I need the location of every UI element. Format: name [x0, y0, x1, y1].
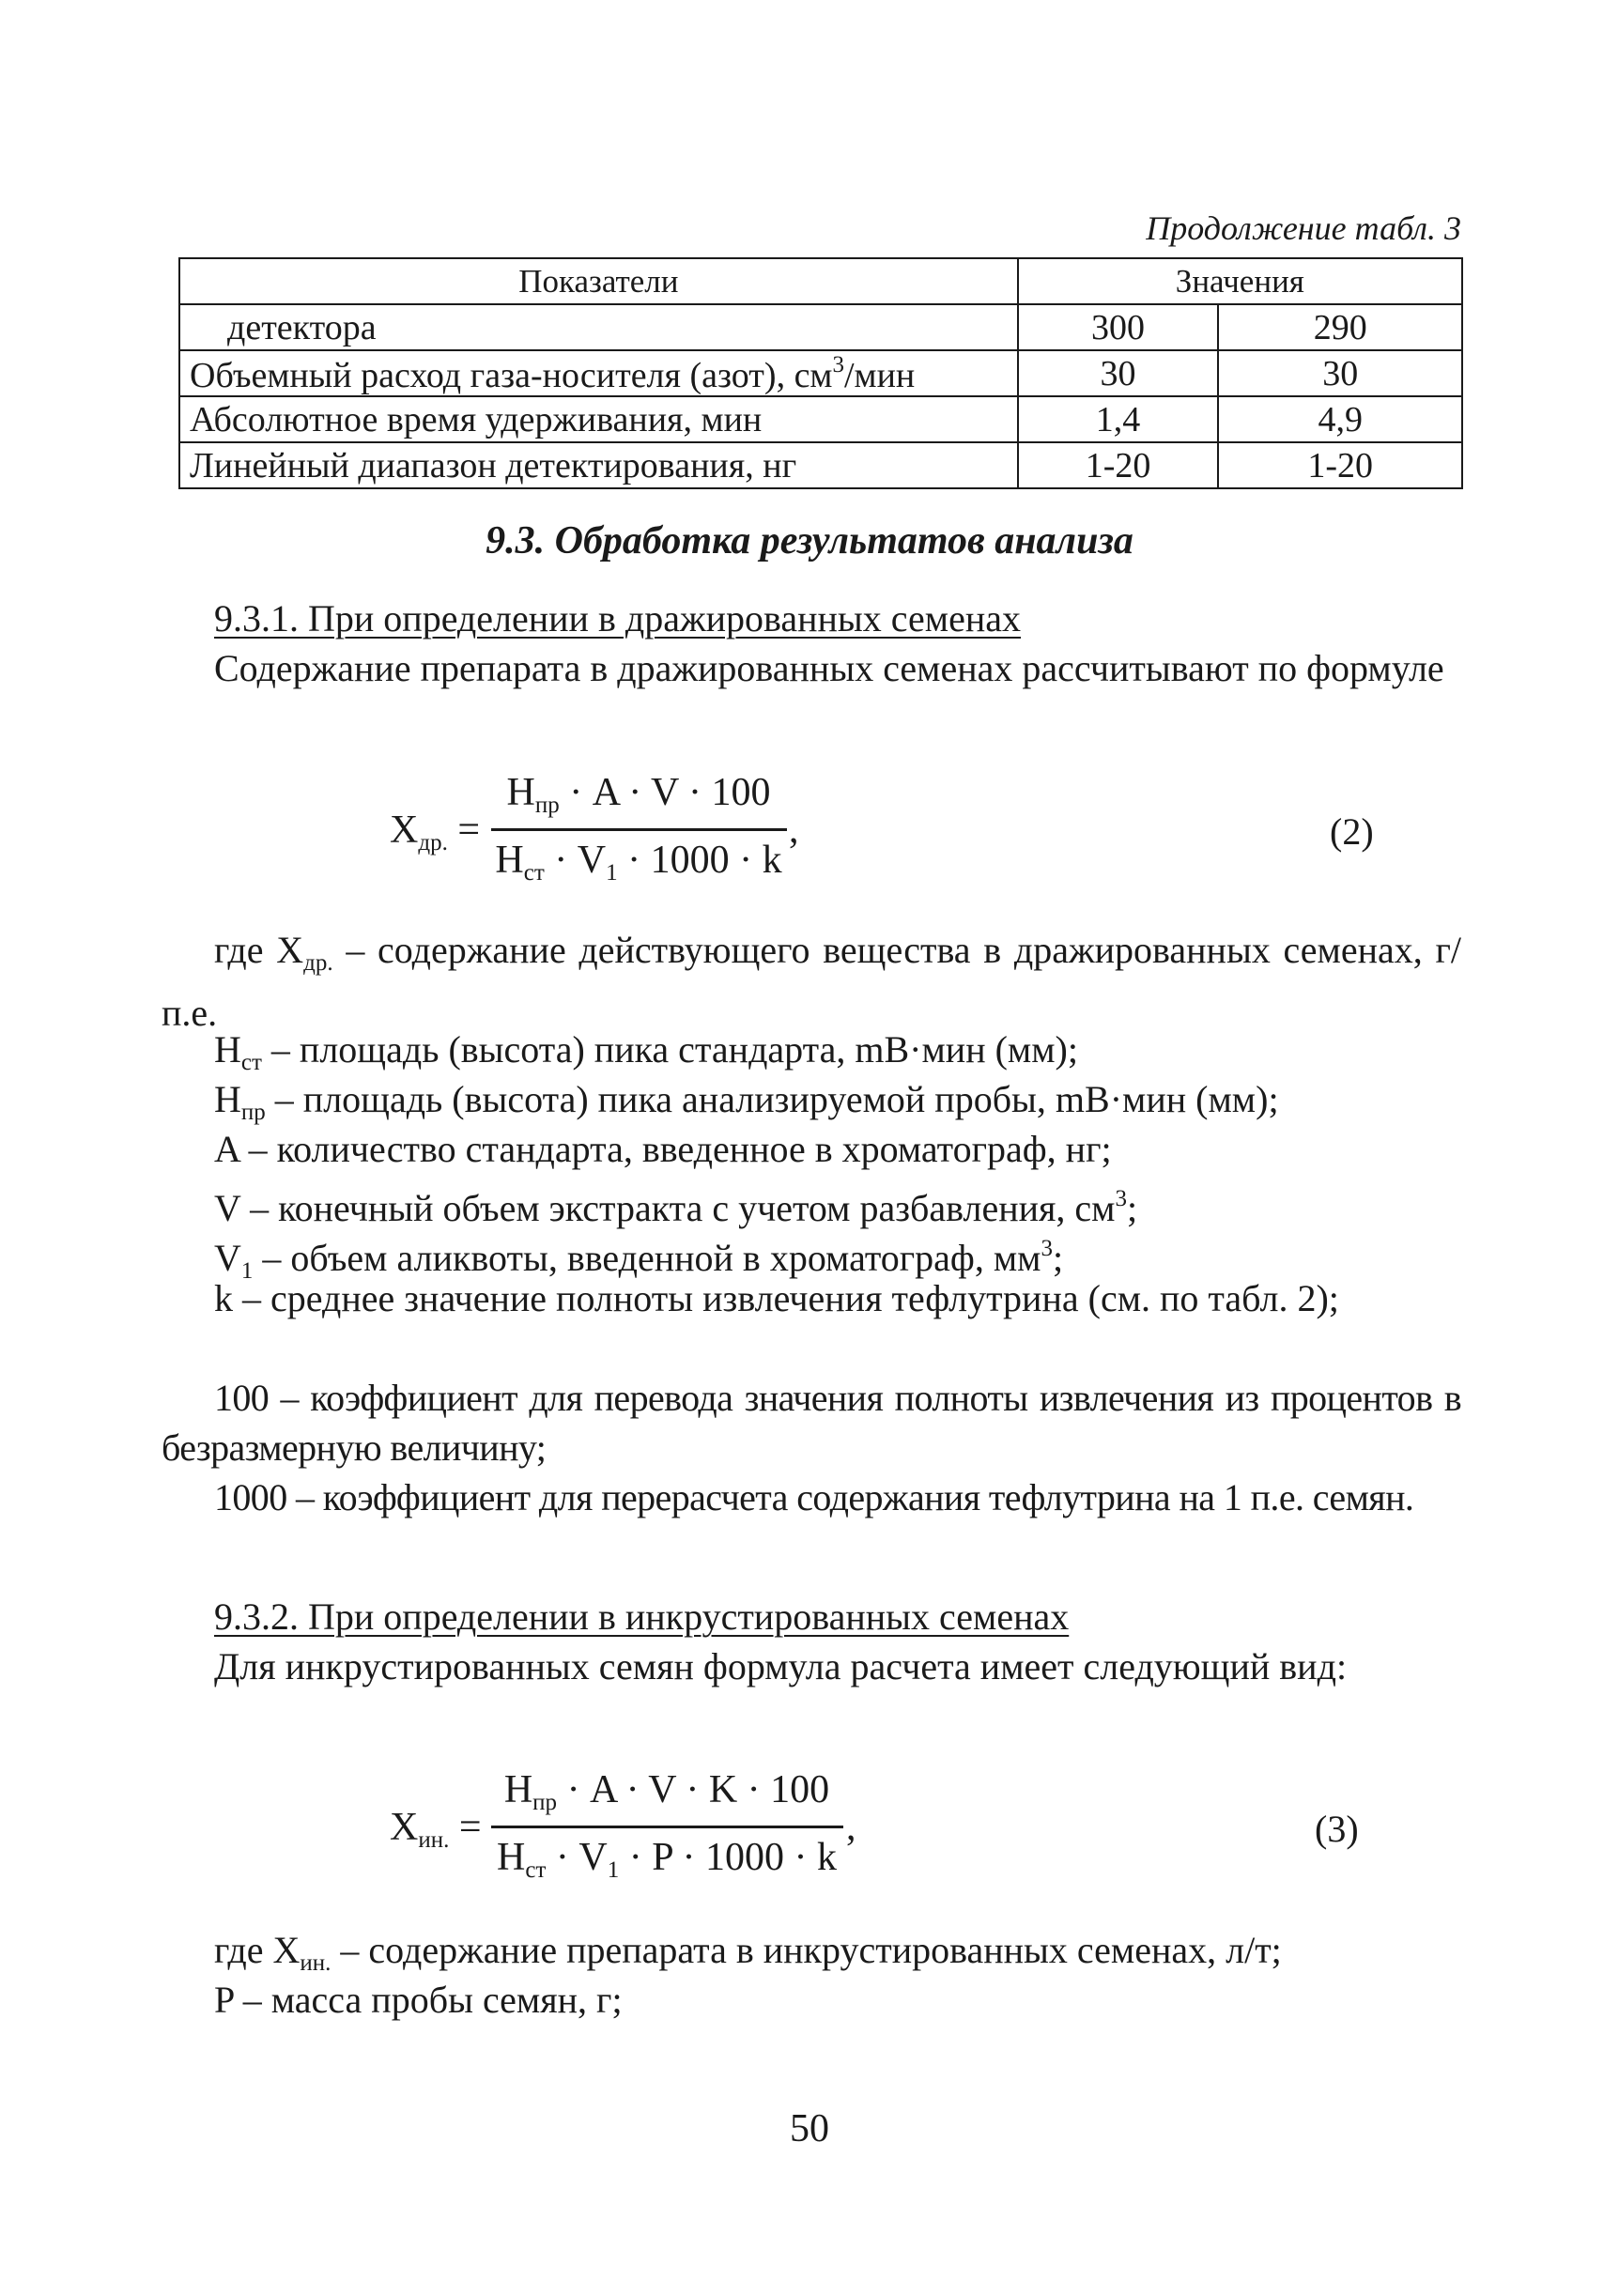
table-row	[179, 350, 1462, 396]
table-row	[179, 442, 1462, 488]
fraction-line	[491, 1826, 843, 1828]
definition-a: A – количество стандарта, введенное в хроматограф, нг;	[214, 1128, 1112, 1170]
formula-3-lhs: $X_{ин.}$ =	[390, 1806, 482, 1853]
definition-v: V – конечный объем экстракта с учетом разбавления, $см^3$;	[214, 1186, 1138, 1229]
formula-2-denominator: $H_{ст} \cdot V_1 \cdot 1000 \cdot k$	[495, 839, 782, 886]
definition-p: P – масса пробы семян, г;	[214, 1979, 623, 2021]
definition-k: k – среднее значение полноты извлечения тефлутрина (см. по табл. 2);	[214, 1277, 1339, 1319]
intro-paragraph-1: Содержание препарата в дражированных семенах рассчитывают по формуле	[214, 647, 1444, 689]
section-heading: 9.3. Обработка результатов анализа	[486, 519, 1133, 562]
formula-2-number: (2)	[1330, 810, 1374, 853]
table-header-row	[179, 258, 1462, 304]
definition-x-dr: где $X_{др.}$ – содержание действующего вещества в дражированных семенах, г/п.е.	[162, 929, 1461, 1034]
formula-2-comma: ,	[789, 809, 799, 852]
formula-3-numerator: $H_{пр} \cdot A \cdot V \cdot K \cdot 100$	[503, 1768, 830, 1815]
fraction-line	[491, 828, 787, 831]
page-number: 50	[790, 2107, 829, 2150]
formula-3	[390, 1767, 972, 1889]
row-label: Объемный расход газа-носителя (азот), $см^3$/мин	[179, 350, 1018, 396]
formula-3-number: (3)	[1315, 1808, 1359, 1850]
definition-1000: 1000 – коэффициент для перерасчета содержания тефлутрина на 1 п.е. семян.	[214, 1476, 1414, 1518]
row-value-1: 1,4	[1018, 396, 1219, 442]
row-value-2: 4,9	[1218, 396, 1462, 442]
definition-h-pr: $H_{пр}$ – площадь (высота) пика анализируемой пробы, mВ·мин (мм);	[214, 1078, 1279, 1125]
intro-paragraph-2: Для инкрустированных семян формула расчета имеет следующий вид:	[214, 1645, 1348, 1687]
definition-h-st: $H_{ст}$ – площадь (высота) пика стандарта, mВ·мин (мм);	[214, 1028, 1078, 1075]
row-value-2: 1-20	[1218, 442, 1462, 488]
row-value-2: 290	[1218, 304, 1462, 350]
formula-2-lhs: $X_{др.}$ =	[390, 809, 481, 855]
row-label: Линейный диапазон детектирования, нг	[179, 442, 1018, 488]
definition-v1: $V_1$ – объем аликвоты, введенной в хроматограф, $мм^3$;	[214, 1236, 1064, 1284]
formula-2	[390, 770, 916, 892]
row-value-2: 30	[1218, 350, 1462, 396]
row-value-1: 1-20	[1018, 442, 1219, 488]
table-row	[179, 396, 1462, 442]
row-label: детектора	[179, 304, 1018, 350]
table-continuation-label: Продолжение табл. 3	[1146, 209, 1461, 247]
header-values: Значения	[1018, 258, 1462, 304]
formula-3-denominator: $H_{ст} \cdot V_1 \cdot P \cdot 1000 \cdot k$	[497, 1836, 837, 1883]
row-value-1: 30	[1018, 350, 1219, 396]
definition-x-in: где $X_{ин.}$ – содержание препарата в инкрустированных семенах, л/т;	[214, 1929, 1282, 1976]
subsection-title-2: 9.3.2. При определении в инкрустированных семенах	[214, 1595, 1070, 1638]
table-row	[179, 304, 1462, 350]
formula-2-numerator: $H_{пр} \cdot A \cdot V \cdot 100$	[506, 771, 771, 818]
formula-3-comma: ,	[846, 1806, 856, 1849]
row-label: Абсолютное время удерживания, мин	[179, 396, 1018, 442]
header-indicators: Показатели	[179, 258, 1018, 304]
row-value-1: 300	[1018, 304, 1219, 350]
subsection-title-1: 9.3.1. При определении в дражированных семенах	[214, 597, 1022, 639]
definition-100: 100 – коэффициент для перевода значения полноты извлечения из процентов в безразмерную величину;	[162, 1377, 1461, 1469]
parameters-table	[178, 257, 1463, 489]
